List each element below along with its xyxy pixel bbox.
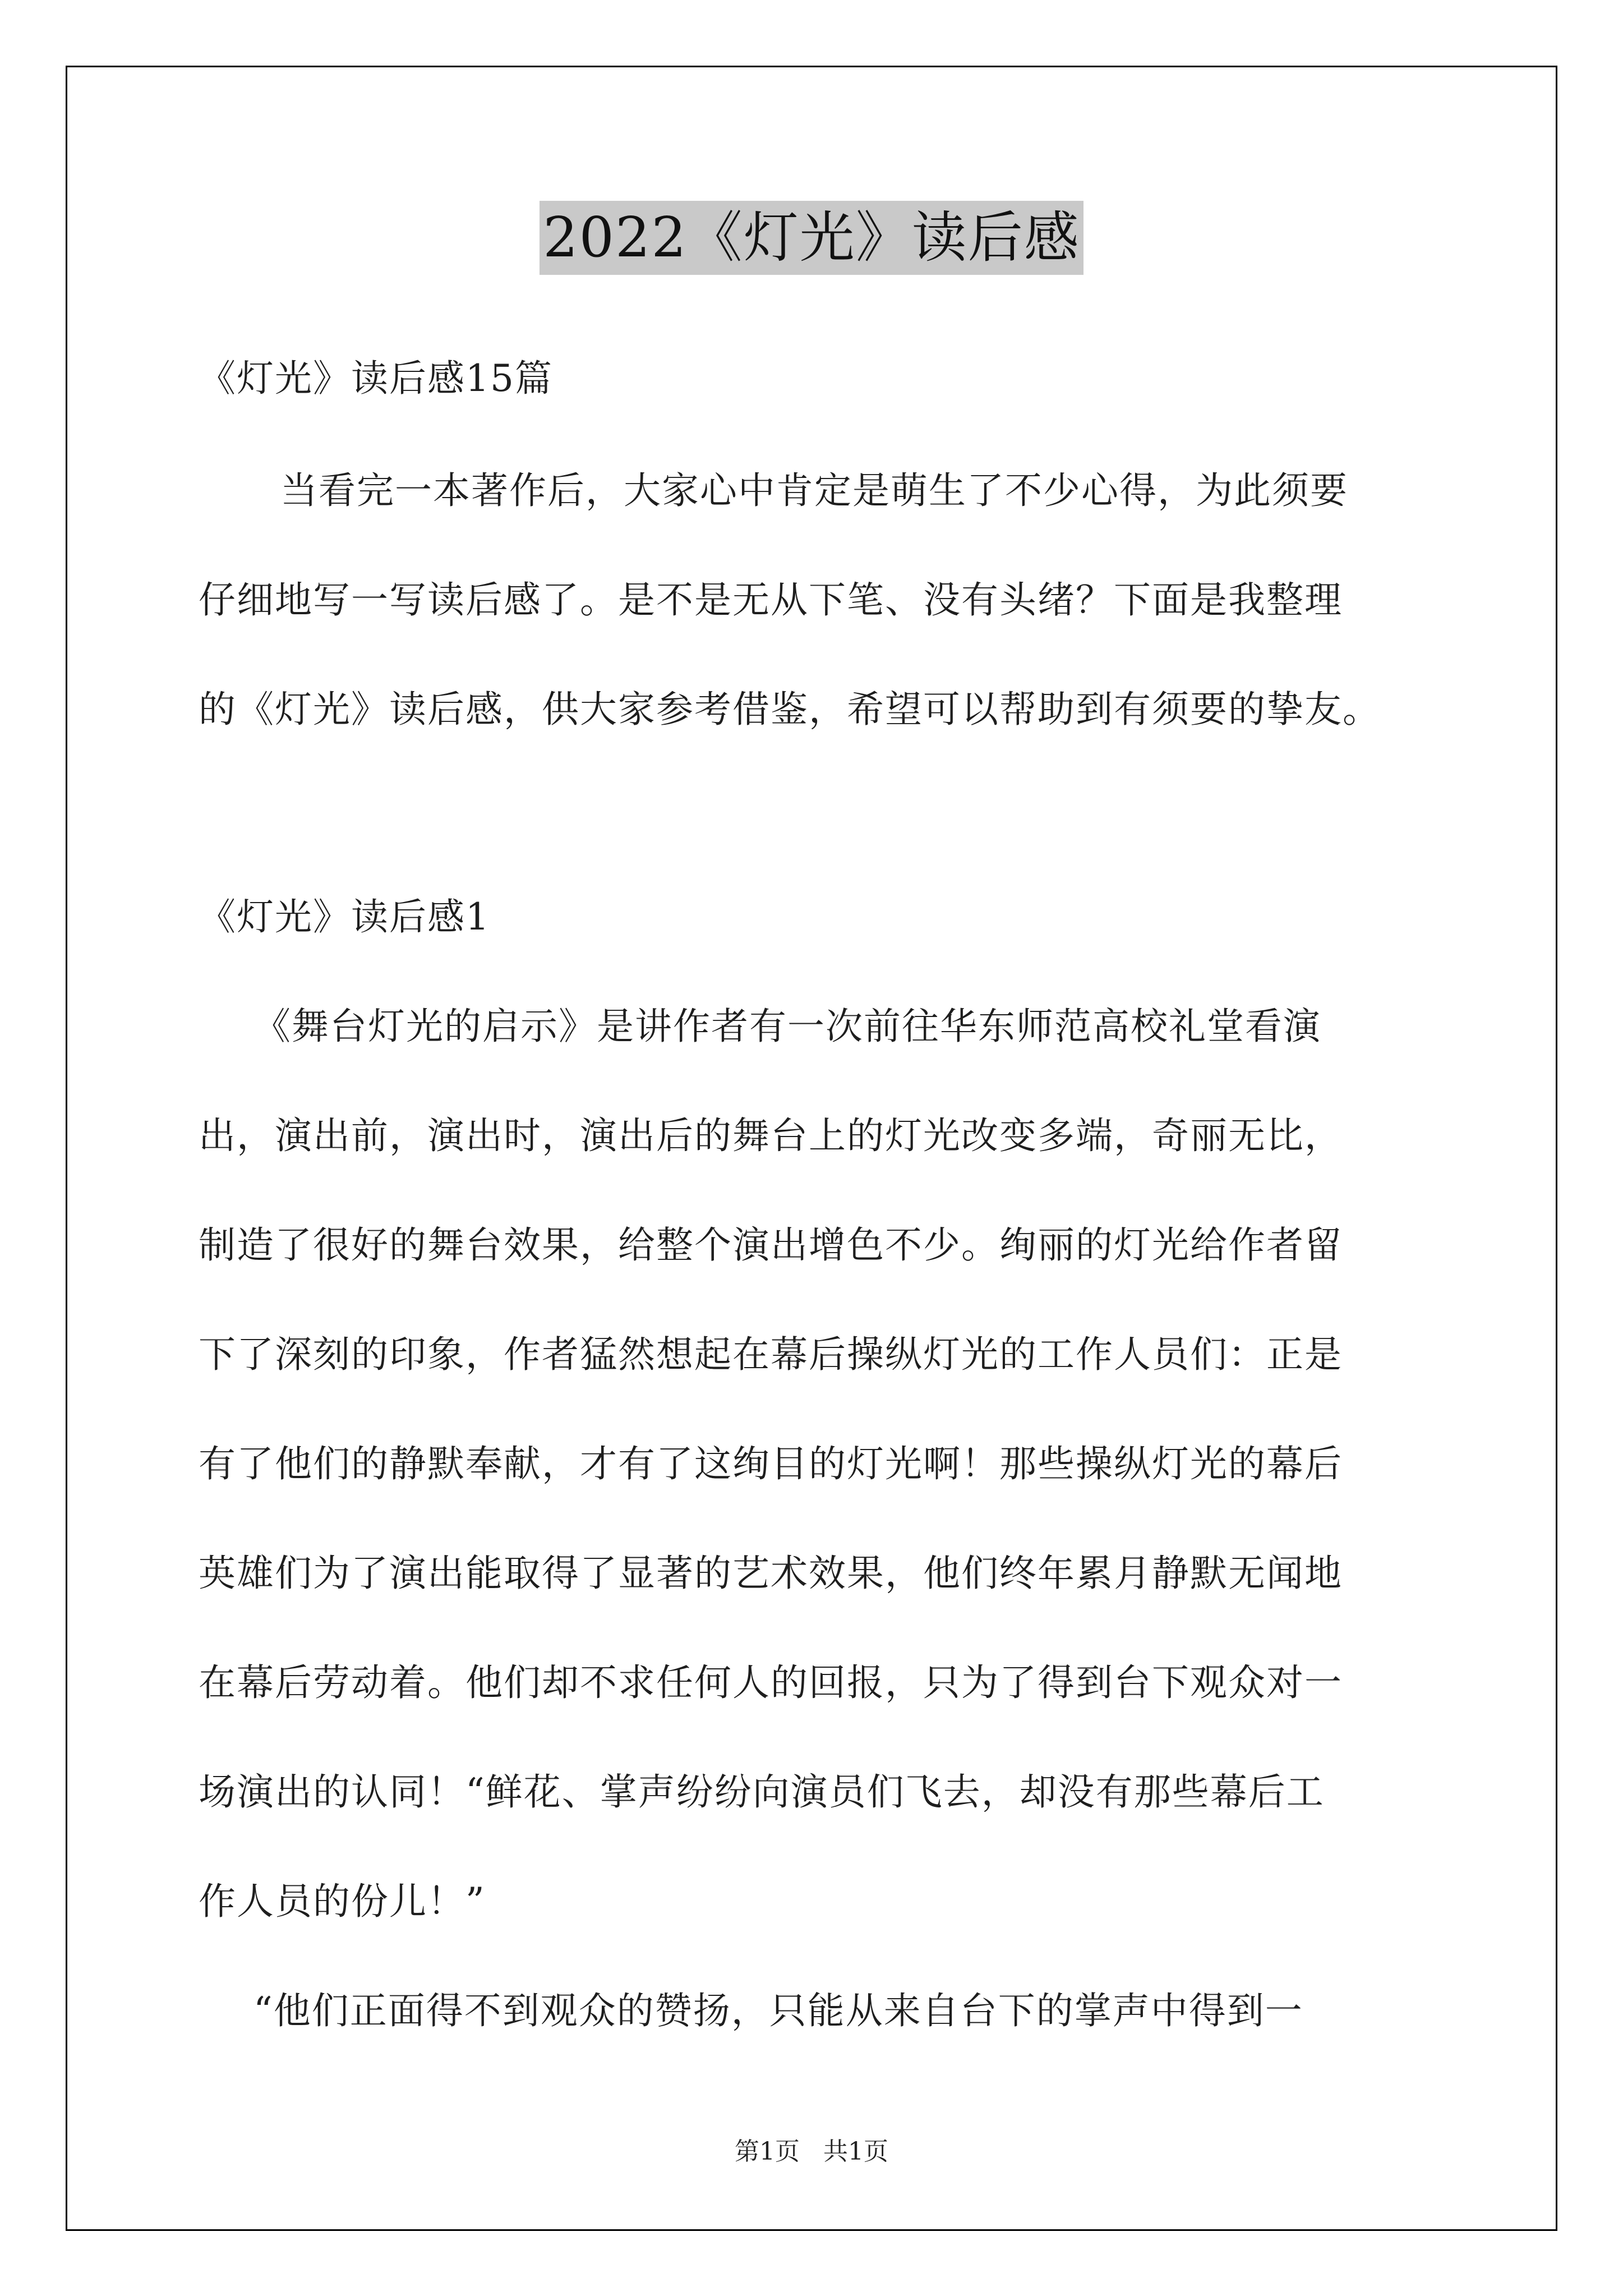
intro-line: 当看完一本著作后，大家心中肯定是萌生了不少心得，为此须要 <box>280 469 1348 512</box>
paragraph-line: 出，演出前，演出时，演出后的舞台上的灯光改变多端，奇丽无比， <box>199 1114 1343 1157</box>
paragraph-line: “他们正面得不到观众的赞扬，只能从来自台下的掌声中得到一 <box>253 1989 1303 2032</box>
paragraph-line: 下了深刻的印象，作者猛然想起在幕后操纵灯光的工作人员们：正是 <box>199 1333 1343 1376</box>
intro-line: 的《灯光》读后感，供大家参考借鉴，希望可以帮助到有须要的挚友。 <box>199 688 1381 731</box>
page-number: 第1页 <box>735 2137 800 2166</box>
paragraph-line: 英雄们为了演出能取得了显著的艺术效果，他们终年累月静默无闻地 <box>199 1552 1343 1595</box>
paragraph-line: 场演出的认同！“鲜花、掌声纷纷向演员们飞去，却没有那些幕后工 <box>199 1770 1325 1814</box>
title-container <box>0 201 1623 275</box>
document-subtitle: 《灯光》读后感15篇 <box>199 357 553 400</box>
intro-line: 仔细地写一写读后感了。是不是无从下笔、没有头绪？下面是我整理 <box>199 578 1343 622</box>
paragraph-line: 《舞台灯光的启示》是讲作者有一次前往华东师范高校礼堂看演 <box>253 1005 1321 1048</box>
paragraph-line: 有了他们的静默奉献，才有了这绚目的灯光啊！那些操纵灯光的幕后 <box>199 1442 1343 1485</box>
paragraph-line: 在幕后劳动着。他们却不求任何人的回报，只为了得到台下观众对一 <box>199 1661 1343 1704</box>
section-heading: 《灯光》读后感1 <box>199 895 490 938</box>
paragraph-line: 作人员的份儿！” <box>199 1880 486 1923</box>
page-total: 共1页 <box>823 2137 888 2166</box>
page-footer <box>0 2135 1623 2169</box>
document-title: 2022《灯光》读后感 <box>540 201 1083 275</box>
paragraph-line: 制造了很好的舞台效果，给整个演出增色不少。绚丽的灯光给作者留 <box>199 1223 1343 1267</box>
